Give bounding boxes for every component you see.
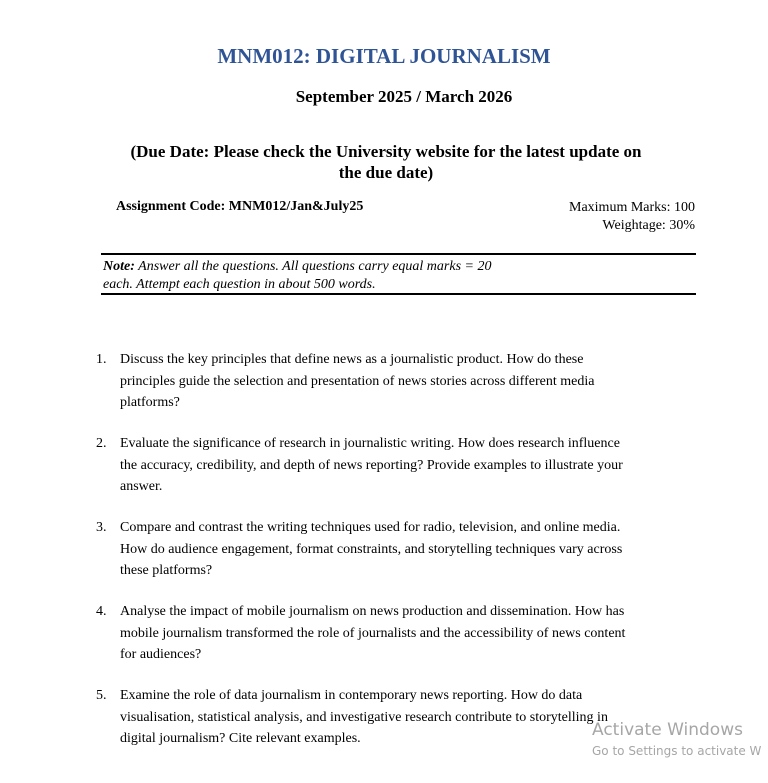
question-line: digital journalism? Cite relevant examples. — [120, 731, 361, 746]
due-date-notice — [96, 141, 676, 183]
due-date-line-1: (Due Date: Please check the University website for the latest update on — [130, 142, 642, 161]
maximum-marks: Maximum Marks: 100 — [569, 200, 695, 215]
note-label: Note: — [103, 259, 135, 274]
question-line: Examine the role of data journalism in contemporary news reporting. How do data — [120, 688, 583, 703]
note-box — [103, 258, 563, 294]
note-line-2: each. Attempt each question in about 500 words. — [103, 277, 376, 292]
question-line: Analyse the impact of mobile journalism on news production and dissemination. How has — [120, 604, 625, 619]
question-line: answer. — [120, 479, 163, 494]
assignment-code: Assignment Code: MNM012/Jan&July25 — [116, 199, 364, 214]
question-line: these platforms? — [120, 563, 213, 578]
question-number: 2. — [96, 436, 107, 451]
question-item — [96, 601, 696, 685]
question-line: for audiences? — [120, 647, 202, 662]
note-top-rule — [101, 253, 696, 255]
question-line: Discuss the key principles that define news as a journalistic product. How do these — [120, 352, 584, 367]
question-line: Evaluate the significance of research in journalistic writing. How does research influence — [120, 436, 620, 451]
question-number: 4. — [96, 604, 107, 619]
watermark-subtitle: Go to Settings to activate W — [592, 744, 762, 758]
question-line: visualisation, statistical analysis, and investigative research contribute to storytelling in — [120, 709, 608, 725]
activate-windows-watermark — [592, 720, 761, 758]
page-title: MNM012: DIGITAL JOURNALISM — [217, 44, 551, 68]
question-line: principles guide the selection and presentation of news stories across different media — [120, 373, 595, 389]
question-line: mobile journalism transformed the role of journalists and the accessibility of news content — [120, 625, 626, 641]
question-number: 1. — [96, 352, 107, 367]
question-number: 3. — [96, 520, 107, 535]
watermark-title: Activate Windows — [592, 720, 743, 740]
question-line: the accuracy, credibility, and depth of news reporting? Provide examples to illustrate your — [120, 457, 623, 473]
weightage: Weightage: 30% — [602, 218, 695, 233]
marks-info — [569, 199, 695, 235]
note-bottom-rule — [101, 293, 696, 295]
question-item — [96, 349, 696, 433]
question-item — [96, 517, 696, 601]
question-line: platforms? — [120, 395, 180, 410]
note-line-1 — [103, 258, 563, 276]
question-number: 5. — [96, 688, 107, 703]
question-item — [96, 433, 696, 517]
question-list — [96, 349, 696, 769]
due-date-line-2: the due date) — [338, 163, 434, 182]
question-line: How do audience engagement, format constraints, and storytelling techniques vary across — [120, 541, 623, 557]
session-heading: September 2025 / March 2026 — [295, 87, 513, 106]
note-text-1: Answer all the questions. All questions carry equal marks = 20 — [134, 259, 492, 274]
question-line: Compare and contrast the writing techniques used for radio, television, and online media. — [120, 520, 621, 535]
